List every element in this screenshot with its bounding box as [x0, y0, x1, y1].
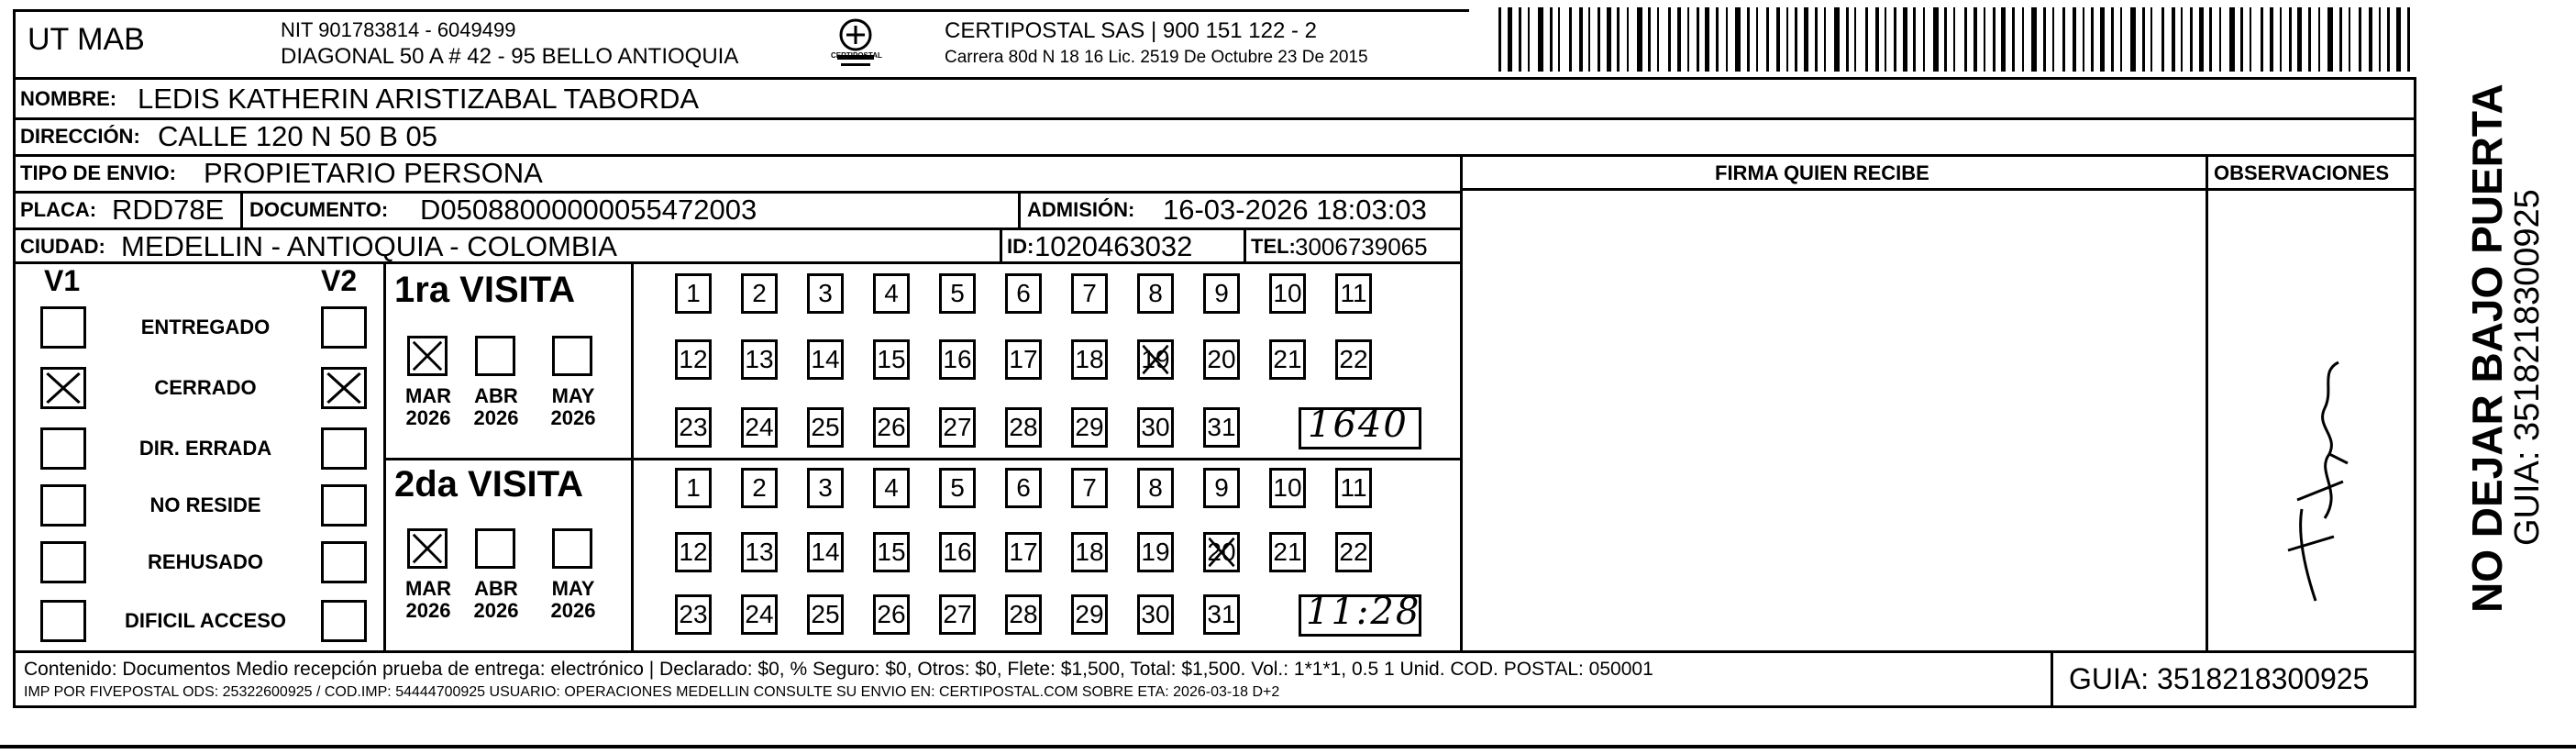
documento-value: D05088000000055472003: [420, 194, 757, 226]
day-box[interactable]: 13: [741, 339, 778, 380]
placa-divider: [240, 191, 243, 227]
month-checkbox[interactable]: [407, 336, 448, 376]
month-name: MAY: [551, 577, 595, 600]
day-box[interactable]: 19: [1137, 339, 1174, 380]
month-checkbox[interactable]: [552, 336, 592, 376]
day-box[interactable]: 12: [675, 532, 712, 572]
footer-guia: GUIA: 3518218300925: [2069, 662, 2370, 695]
direccion-value: CALLE 120 N 50 B 05: [158, 120, 438, 152]
admision-value: 16-03-2026 18:03:03: [1163, 194, 1427, 226]
day-box[interactable]: 9: [1203, 273, 1240, 314]
day-box[interactable]: 12: [675, 339, 712, 380]
day-box[interactable]: 25: [807, 594, 844, 635]
day-box[interactable]: 5: [939, 273, 976, 314]
nombre-label: NOMBRE:: [20, 87, 117, 110]
firma-left-border: [1460, 154, 1463, 650]
day-box[interactable]: 30: [1137, 407, 1174, 448]
status-label: DIFICIL ACCESO: [124, 609, 286, 632]
footer-guia-divider: [2051, 650, 2053, 705]
id-divider: [1000, 227, 1002, 261]
ciudad-value: MEDELLIN - ANTIOQUIA - COLOMBIA: [121, 230, 617, 262]
month-name: ABR: [474, 384, 518, 407]
certipostal-line1: CERTIPOSTAL SAS | 900 151 122 - 2: [945, 18, 1317, 43]
day-box[interactable]: 21: [1269, 339, 1306, 380]
day-box[interactable]: 15: [873, 532, 910, 572]
day-box[interactable]: 3: [807, 468, 844, 508]
footer-top-line: [13, 650, 2416, 653]
day-box[interactable]: 29: [1071, 594, 1108, 635]
v1-checkbox[interactable]: [40, 306, 86, 349]
header-divider: [13, 77, 2416, 80]
day-box[interactable]: 10: [1269, 468, 1306, 508]
v2-checkbox[interactable]: [321, 484, 367, 527]
frame-left: [13, 9, 16, 708]
admision-divider: [1018, 191, 1021, 227]
month-label: [464, 578, 528, 622]
day-box[interactable]: 7: [1071, 273, 1108, 314]
tipo-label: TIPO DE ENVIO:: [20, 161, 176, 184]
frame-bottom: [13, 705, 2416, 708]
month-name: MAR: [404, 577, 452, 600]
day-box[interactable]: 30: [1137, 594, 1174, 635]
day-box[interactable]: 22: [1335, 339, 1372, 380]
day-box[interactable]: 17: [1005, 339, 1042, 380]
v1-checkbox[interactable]: [40, 541, 86, 583]
day-box[interactable]: 4: [873, 273, 910, 314]
month-year: 2026: [405, 406, 451, 429]
placa-value: RDD78E: [112, 194, 225, 226]
month-label: [541, 578, 605, 622]
v2-checkbox[interactable]: [321, 367, 367, 409]
day-box[interactable]: 20: [1203, 339, 1240, 380]
firma-header-line: [1460, 188, 2416, 191]
day-box[interactable]: 28: [1005, 594, 1042, 635]
day-box[interactable]: 3: [807, 273, 844, 314]
tel-divider: [1244, 227, 1246, 261]
day-box[interactable]: 10: [1269, 273, 1306, 314]
address-line: DIAGONAL 50 A # 42 - 95 BELLO ANTIOQUIA: [281, 44, 739, 69]
month-year: 2026: [473, 599, 519, 622]
day-box[interactable]: 11: [1335, 468, 1372, 508]
day-box[interactable]: 19: [1137, 532, 1174, 572]
v1-checkbox[interactable]: [40, 427, 86, 470]
day-box[interactable]: 11: [1335, 273, 1372, 314]
month-label: [396, 578, 460, 622]
month-checkbox[interactable]: [407, 528, 448, 569]
month-name: MAY: [551, 384, 595, 407]
day-box[interactable]: 23: [675, 407, 712, 448]
day-box[interactable]: 1: [675, 468, 712, 508]
day-box[interactable]: 21: [1269, 532, 1306, 572]
day-box[interactable]: 22: [1335, 532, 1372, 572]
admision-label: ADMISIÓN:: [1027, 198, 1135, 221]
day-box[interactable]: 31: [1203, 407, 1240, 448]
month-label: [464, 385, 528, 429]
day-box[interactable]: 8: [1137, 273, 1174, 314]
company-name: UT MAB: [28, 22, 145, 57]
day-box[interactable]: 6: [1005, 273, 1042, 314]
no-dejar-vertical: NO DEJAR BAJO PUERTA: [2463, 83, 2511, 613]
day-box[interactable]: 8: [1137, 468, 1174, 508]
nombre-value: LEDIS KATHERIN ARISTIZABAL TABORDA: [138, 83, 700, 115]
v1-checkbox[interactable]: [40, 600, 86, 642]
day-box[interactable]: 9: [1203, 468, 1240, 508]
month-year: 2026: [473, 406, 519, 429]
day-box[interactable]: 26: [873, 407, 910, 448]
day-box[interactable]: 18: [1071, 339, 1108, 380]
day-box[interactable]: 25: [807, 407, 844, 448]
v2-checkbox[interactable]: [321, 306, 367, 349]
visits-mid-divider: [383, 458, 1460, 460]
tel-value: 3006739065: [1295, 233, 1428, 261]
page-bottom-rule: [0, 745, 2576, 748]
first-visit-title: 1ra VISITA: [394, 270, 576, 310]
day-box[interactable]: 7: [1071, 468, 1108, 508]
v2-label: V2: [321, 264, 358, 297]
barcode: [1498, 7, 2416, 72]
v1-label: V1: [44, 264, 81, 297]
day-box[interactable]: 5: [939, 468, 976, 508]
tel-label: TEL:: [1251, 235, 1296, 258]
v2-checkbox[interactable]: [321, 541, 367, 583]
v1-checkbox[interactable]: [40, 367, 86, 409]
month-year: 2026: [550, 406, 596, 429]
guia-vertical: GUIA: 3518218300925: [2508, 189, 2547, 546]
day-box[interactable]: 1: [675, 273, 712, 314]
v2-checkbox[interactable]: [321, 427, 367, 470]
day-box[interactable]: 16: [939, 339, 976, 380]
nit-line: NIT 901783814 - 6049499: [281, 18, 516, 41]
day-box[interactable]: 26: [873, 594, 910, 635]
second-time-handwritten: 11:28: [1306, 591, 1421, 633]
month-checkbox[interactable]: [552, 528, 592, 569]
month-year: 2026: [550, 599, 596, 622]
status-label: ENTREGADO: [140, 316, 271, 338]
v1-checkbox[interactable]: [40, 484, 86, 527]
day-box[interactable]: 23: [675, 594, 712, 635]
direccion-label: DIRECCIÓN:: [20, 125, 140, 148]
documento-label: DOCUMENTO:: [249, 198, 389, 221]
day-box[interactable]: 18: [1071, 532, 1108, 572]
id-label: ID:: [1007, 235, 1034, 258]
month-checkbox[interactable]: [475, 528, 515, 569]
id-value: 1020463032: [1034, 230, 1193, 262]
day-box[interactable]: 6: [1005, 468, 1042, 508]
ciudad-label: CIUDAD:: [20, 235, 105, 258]
footer-imp: IMP POR FIVEPOSTAL ODS: 25322600925 / COD.IMP: 54444700925 USUARIO: OPERACIONES MEDELLIN CONSULTE SU ENVIO EN: CERTIPOSTAL.COM SOBRE ETA: 2026-03-18 D+2: [24, 684, 1280, 700]
frame-top-left: [13, 9, 1469, 12]
status-label: REHUSADO: [148, 550, 263, 573]
day-box[interactable]: 2: [741, 468, 778, 508]
status-label: DIR. ERRADA: [138, 437, 272, 460]
certipostal-line2: Carrera 80d N 18 16 Lic. 2519 De Octubre 23 De 2015: [945, 48, 1368, 67]
observaciones-header: OBSERVACIONES: [2214, 161, 2390, 184]
month-checkbox[interactable]: [475, 336, 515, 376]
day-box[interactable]: 24: [741, 407, 778, 448]
footer-contenido: Contenido: Documentos Medio recepción prueba de entrega: electrónico | Declarado: $0, % Seguro: $0, Otros: $0, Flete: $1,500, Total: $1,500. Vol.: 1*1*1, 0.5 1 Unid. COD. POSTAL: 050001: [24, 659, 1653, 680]
month-name: ABR: [474, 577, 518, 600]
tipo-value: PROPIETARIO PERSONA: [204, 157, 543, 189]
certipostal-logo-icon: [830, 17, 881, 72]
first-time-handwritten: 1640: [1308, 404, 1409, 446]
second-visit-title: 2da VISITA: [394, 464, 583, 505]
day-box[interactable]: 31: [1203, 594, 1240, 635]
day-box[interactable]: 27: [939, 594, 976, 635]
day-box[interactable]: 13: [741, 532, 778, 572]
day-box[interactable]: 27: [939, 407, 976, 448]
certipostal-logo-text: CERTIPOSTAL: [831, 51, 882, 60]
day-box[interactable]: 20: [1203, 532, 1240, 572]
v2-checkbox[interactable]: [321, 600, 367, 642]
day-box[interactable]: 28: [1005, 407, 1042, 448]
day-box[interactable]: 15: [873, 339, 910, 380]
placa-label: PLACA:: [20, 198, 97, 221]
firma-header: FIRMA QUIEN RECIBE: [1715, 161, 1929, 184]
day-box[interactable]: 4: [873, 468, 910, 508]
status-label: CERRADO: [154, 376, 257, 399]
day-box[interactable]: 2: [741, 273, 778, 314]
month-label: [541, 385, 605, 429]
day-box[interactable]: 24: [741, 594, 778, 635]
day-box[interactable]: 16: [939, 532, 976, 572]
month-label: [396, 385, 460, 429]
day-box[interactable]: 17: [1005, 532, 1042, 572]
day-box[interactable]: 29: [1071, 407, 1108, 448]
observaciones-left-border: [2206, 154, 2208, 650]
handwritten-signature: [2261, 353, 2371, 610]
day-box[interactable]: 14: [807, 339, 844, 380]
frame-right: [2414, 77, 2416, 708]
status-label: NO RESIDE: [149, 493, 261, 516]
month-name: MAR: [404, 384, 452, 407]
month-year: 2026: [405, 599, 451, 622]
day-box[interactable]: 14: [807, 532, 844, 572]
